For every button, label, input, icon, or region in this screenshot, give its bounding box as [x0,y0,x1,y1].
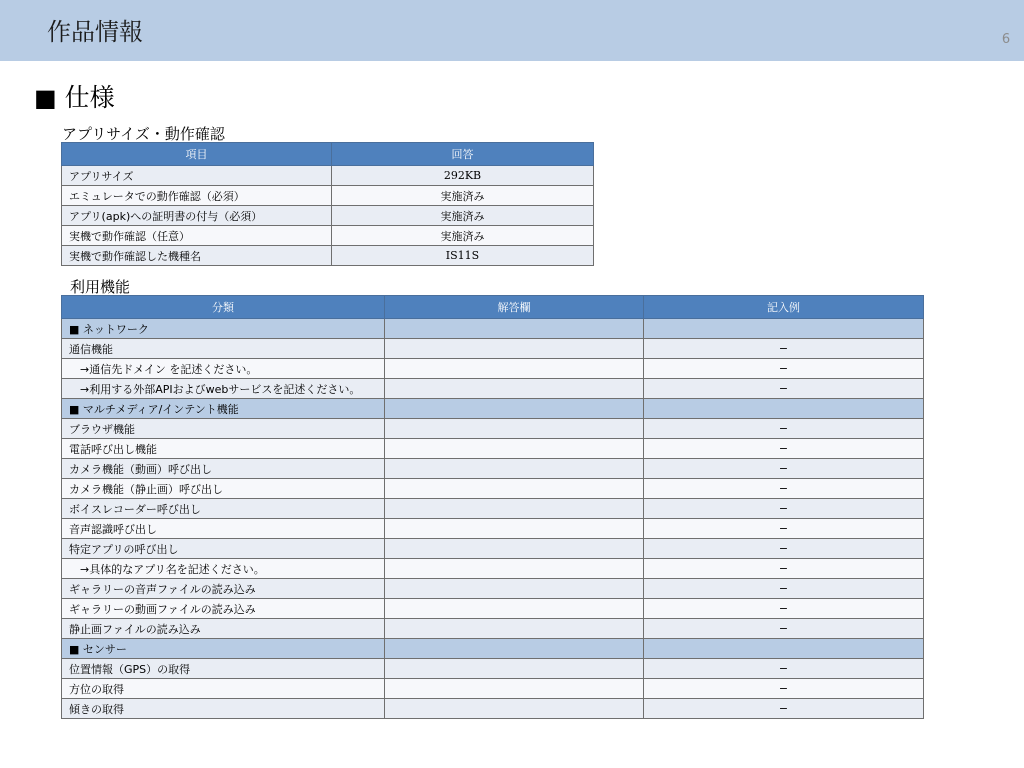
functions-table-row [62,559,924,579]
functions-table-row [62,699,924,719]
functions-category-cell: ■ ネットワーク [62,319,385,339]
spec-table-header-row [62,143,594,166]
functions-answer-cell[interactable] [385,399,644,419]
functions-example-cell [644,639,924,659]
spec-table-row [62,246,594,266]
functions-answer-cell[interactable] [385,379,644,399]
functions-table-row [62,599,924,619]
functions-category-cell: ボイスレコーダー呼び出し [62,499,385,519]
functions-category-cell: ブラウザ機能 [62,419,385,439]
functions-column-header-example: 記入例 [644,296,924,319]
functions-table-row [62,519,924,539]
functions-example-cell: − [644,479,924,499]
spec-answer-cell: IS11S [332,246,594,266]
functions-category-cell: ■ センサー [62,639,385,659]
functions-answer-cell[interactable] [385,419,644,439]
functions-category-cell: 電話呼び出し機能 [62,439,385,459]
functions-example-cell: − [644,359,924,379]
functions-answer-cell[interactable] [385,699,644,719]
functions-category-cell: ギャラリーの動画ファイルの読み込み [62,599,385,619]
functions-table-row [62,679,924,699]
functions-answer-cell[interactable] [385,679,644,699]
spec-column-header-answer: 回答 [332,143,594,166]
spec-table-title: アプリサイズ・動作確認 [62,125,225,143]
functions-example-cell: − [644,539,924,559]
functions-category-cell: カメラ機能（静止画）呼び出し [62,479,385,499]
functions-group-row [62,639,924,659]
spec-answer-cell: 実施済み [332,186,594,206]
functions-category-cell: 静止画ファイルの読み込み [62,619,385,639]
functions-category-cell: →利用する外部APIおよびwebサービスを記述ください。 [62,379,385,399]
functions-answer-cell[interactable] [385,559,644,579]
functions-category-cell: カメラ機能（動画）呼び出し [62,459,385,479]
functions-answer-cell[interactable] [385,639,644,659]
functions-example-cell: − [644,459,924,479]
functions-table-header-row [62,296,924,319]
spec-answer-cell: 実施済み [332,226,594,246]
functions-example-cell: − [644,619,924,639]
functions-answer-cell[interactable] [385,579,644,599]
functions-category-cell: ■ マルチメディア/インテント機能 [62,399,385,419]
functions-category-cell: →具体的なアプリ名を記述ください。 [62,559,385,579]
functions-answer-cell[interactable] [385,619,644,639]
functions-answer-cell[interactable] [385,459,644,479]
functions-answer-cell[interactable] [385,499,644,519]
functions-table-row [62,499,924,519]
spec-item-cell: アプリサイズ [62,166,332,186]
functions-table-row [62,619,924,639]
functions-example-cell: − [644,339,924,359]
spec-item-cell: 実機で動作確認（任意） [62,226,332,246]
functions-category-cell: →通信先ドメイン を記述ください。 [62,359,385,379]
functions-answer-cell[interactable] [385,519,644,539]
functions-category-cell: 方位の取得 [62,679,385,699]
functions-group-row [62,319,924,339]
functions-example-cell: − [644,379,924,399]
functions-example-cell: − [644,559,924,579]
functions-table-row [62,539,924,559]
functions-answer-cell[interactable] [385,319,644,339]
functions-example-cell: − [644,699,924,719]
functions-example-cell: − [644,519,924,539]
functions-example-cell: − [644,599,924,619]
spec-item-cell: アプリ(apk)への証明書の付与（必須） [62,206,332,226]
functions-table-row [62,659,924,679]
functions-table-row [62,339,924,359]
spec-column-header-item: 項目 [62,143,332,166]
functions-answer-cell[interactable] [385,599,644,619]
functions-table-row [62,459,924,479]
functions-answer-cell[interactable] [385,339,644,359]
functions-table-row [62,439,924,459]
functions-answer-cell[interactable] [385,539,644,559]
functions-answer-cell[interactable] [385,479,644,499]
header-band [0,0,1024,61]
functions-category-cell: 傾きの取得 [62,699,385,719]
square-bullet-icon: ■ [34,84,57,112]
functions-answer-cell[interactable] [385,439,644,459]
functions-answer-cell[interactable] [385,659,644,679]
functions-example-cell [644,319,924,339]
functions-table-title: 利用機能 [70,278,131,296]
functions-example-cell: − [644,499,924,519]
slide-title: 作品情報 [47,18,143,46]
functions-column-header-category: 分類 [62,296,385,319]
section-title: 仕様 [64,83,115,112]
spec-item-cell: 実機で動作確認した機種名 [62,246,332,266]
spec-table-row [62,166,594,186]
spec-item-cell: エミュレータでの動作確認（必須） [62,186,332,206]
section-heading [34,83,115,113]
functions-example-cell: − [644,679,924,699]
spec-table-row [62,226,594,246]
functions-group-row [62,399,924,419]
spec-table-row [62,206,594,226]
functions-category-cell: ギャラリーの音声ファイルの読み込み [62,579,385,599]
functions-table [61,295,924,719]
functions-example-cell: − [644,579,924,599]
functions-category-cell: 位置情報（GPS）の取得 [62,659,385,679]
functions-category-cell: 音声認識呼び出し [62,519,385,539]
spec-answer-cell: 実施済み [332,206,594,226]
functions-column-header-answer: 解答欄 [385,296,644,319]
functions-example-cell: − [644,659,924,679]
functions-category-cell: 特定アプリの呼び出し [62,539,385,559]
functions-example-cell [644,399,924,419]
functions-answer-cell[interactable] [385,359,644,379]
spec-table [61,142,594,266]
spec-answer-cell: 292KB [332,166,594,186]
page-number: 6 [1001,32,1011,47]
functions-table-row [62,579,924,599]
functions-table-row [62,359,924,379]
functions-table-row [62,419,924,439]
spec-table-row [62,186,594,206]
functions-example-cell: − [644,439,924,459]
functions-table-row [62,379,924,399]
functions-table-row [62,479,924,499]
functions-example-cell: − [644,419,924,439]
functions-category-cell: 通信機能 [62,339,385,359]
